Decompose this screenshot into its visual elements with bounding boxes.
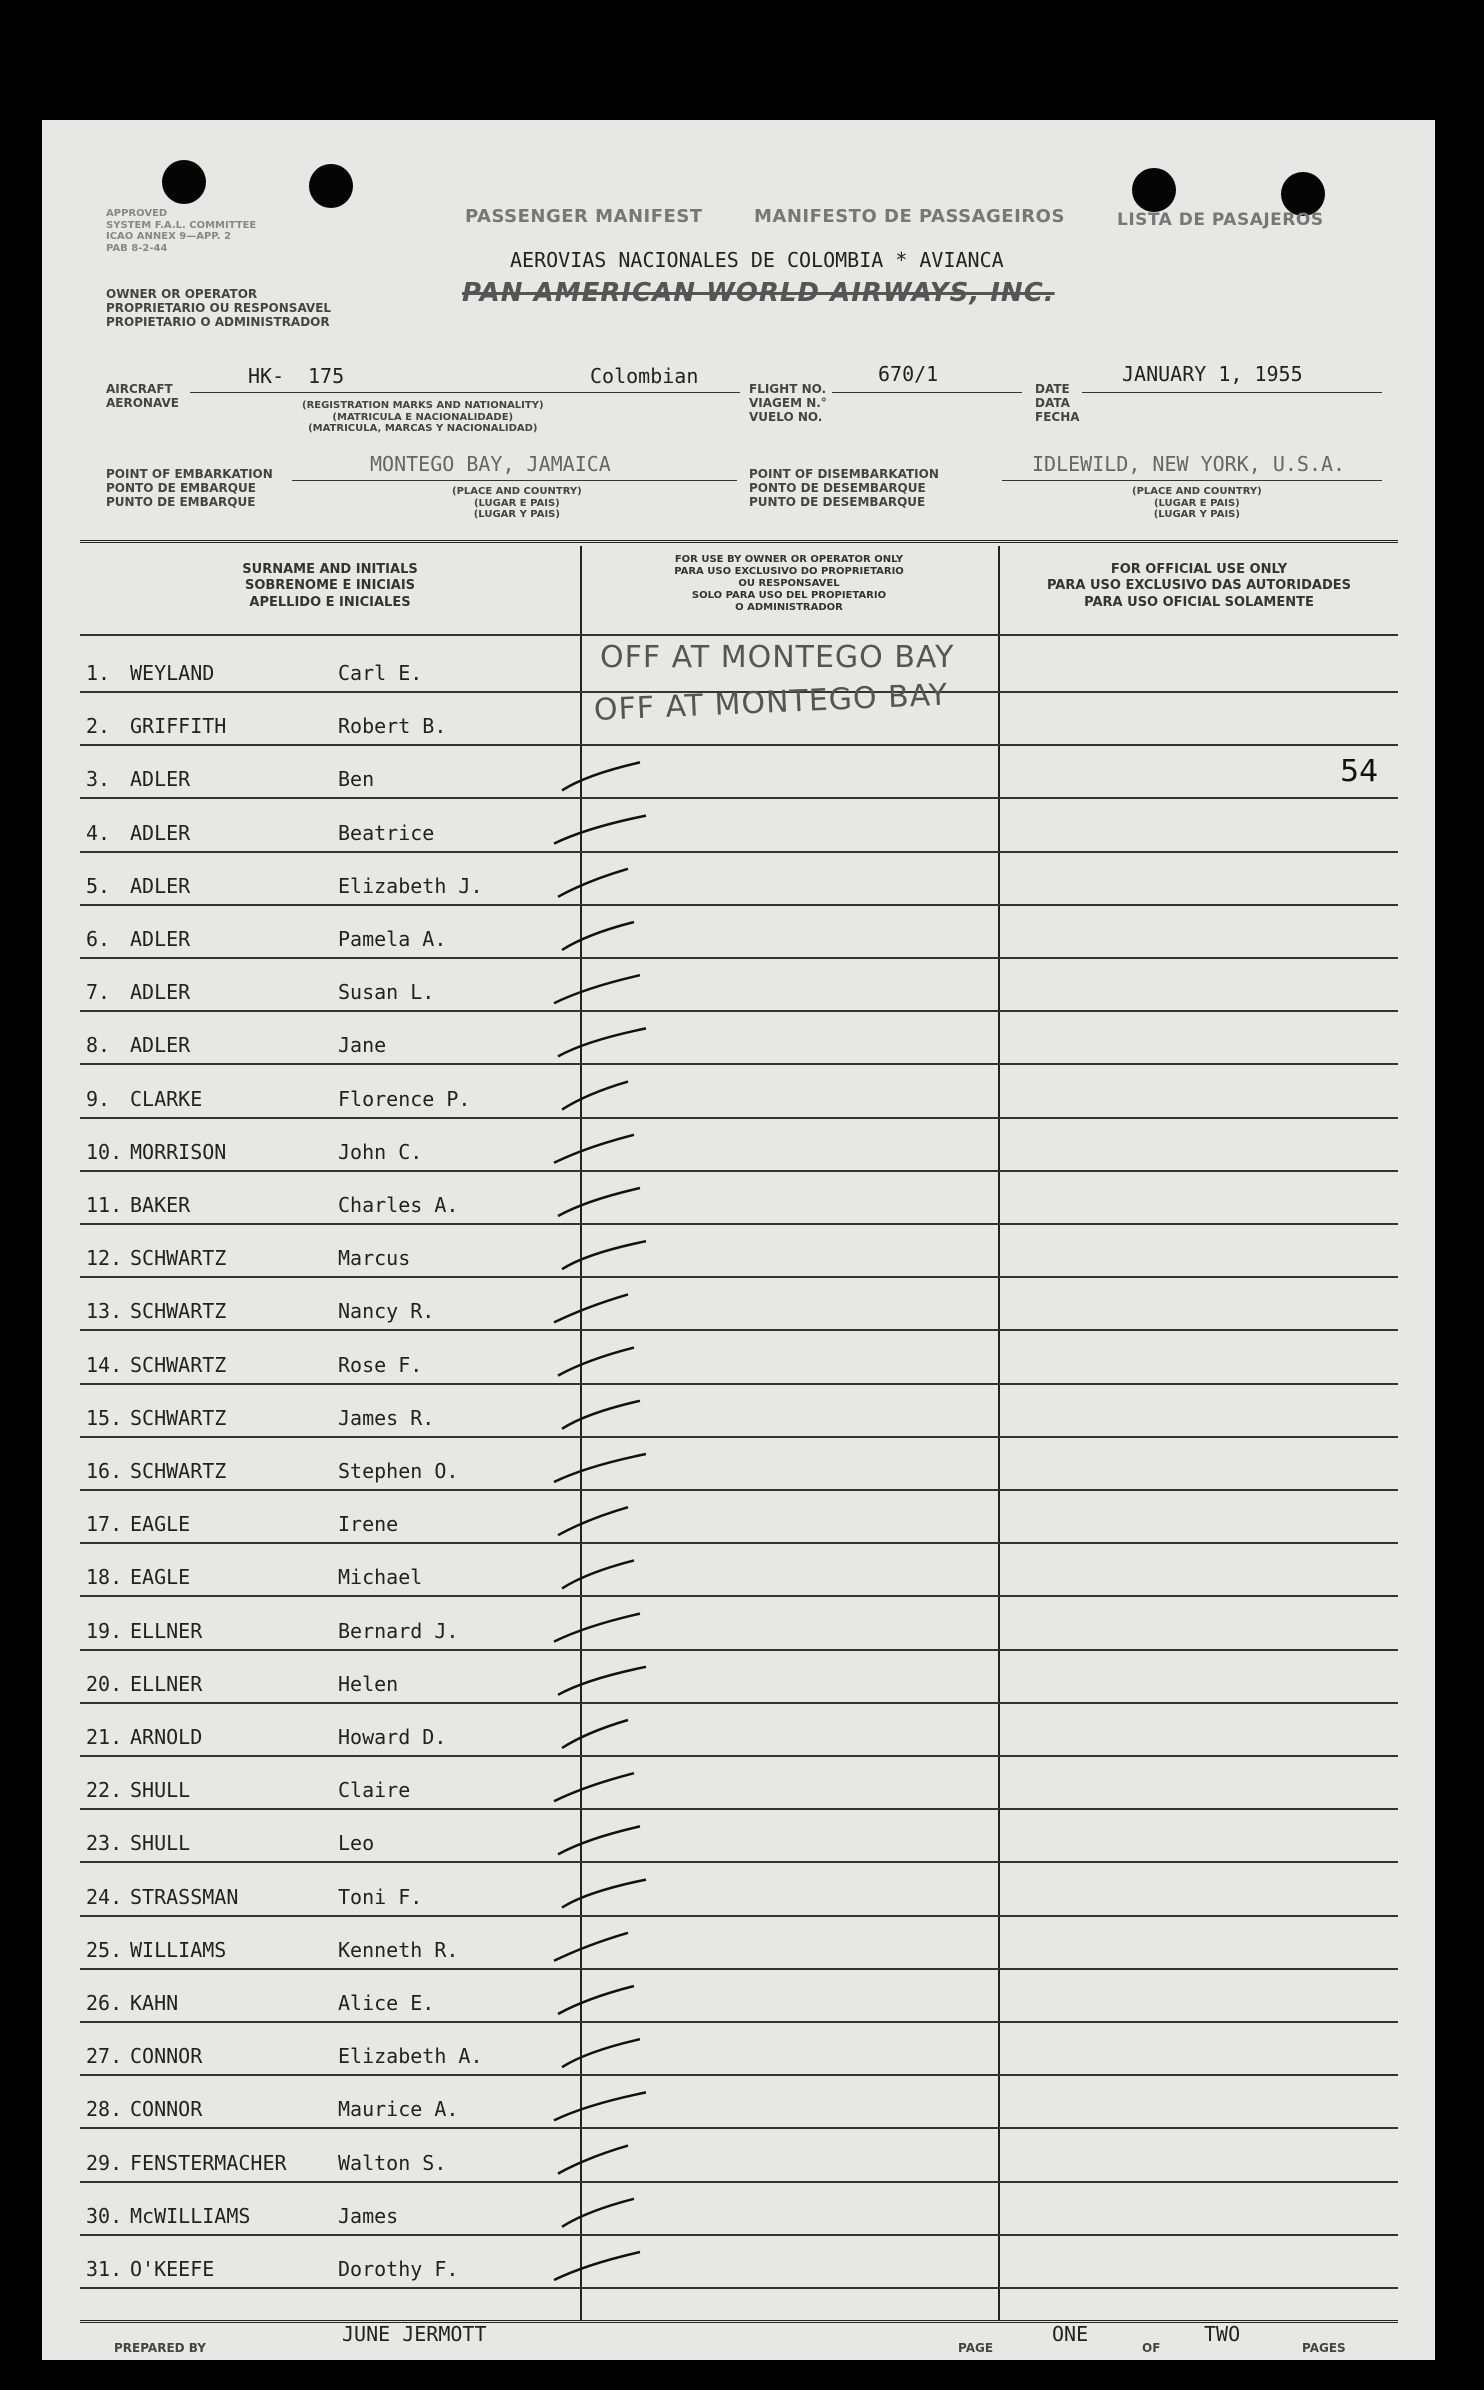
aircraft-number: 175 [308,364,345,388]
check-mark [554,1614,640,1642]
passenger-given-name: Michael [338,1565,423,1590]
check-mark [562,1241,646,1269]
check-mark [558,1188,640,1216]
row-number: 27. [86,2044,123,2069]
check-mark [558,1826,640,1854]
check-mark [562,922,634,950]
operator-label-line: OWNER OR OPERATOR [106,287,258,301]
row-number: 7. [86,980,111,1005]
stamp-off-at-montego-bay: OFF AT MONTEGO BAY [600,640,955,675]
passenger-given-name: Dorothy F. [338,2257,459,2281]
stamp-off-at-montego-bay: OFF AT MONTEGO BAY [593,677,949,728]
embark-value: MONTEGO BAY, JAMAICA [370,452,611,476]
operator-label-line: PROPRIETARIO OU RESPONSAVEL [106,300,332,315]
row-number: 3. [86,767,111,792]
official-mark: 54 [1340,754,1379,789]
check-mark [562,2199,634,2227]
passenger-surname: WEYLAND [130,661,215,685]
disembark-value: IDLEWILD, NEW YORK, U.S.A. [1032,452,1346,476]
embark-sub-line: (LUGAR Y PAIS) [473,509,560,520]
check-mark [562,762,640,790]
title-pt: MANIFESTO DE PASSAGEIROS [754,206,1065,227]
column-header-line: SURNAME AND INITIALS [242,562,418,577]
passenger-given-name: Nancy R. [338,1299,435,1324]
title-es: LISTA DE PASAJEROS [1117,210,1324,230]
passenger-surname: ADLER [130,767,191,792]
row-number: 15. [86,1405,123,1430]
check-mark [558,1348,634,1376]
row-number: 17. [86,1512,123,1537]
row-number: 8. [86,1033,111,1058]
aircraft-label-line: AERONAVE [106,395,179,410]
passenger-surname: ELLNER [130,1671,203,1696]
row-number: 9. [86,1086,111,1111]
passenger-surname: ADLER [130,820,191,845]
disembark-label-line: PUNTO DE DESEMBARQUE [749,494,926,509]
passenger-surname: WILLIAMS [130,1937,227,1962]
of-value: TWO [1204,2322,1241,2346]
passenger-surname: ARNOLD [130,1725,203,1749]
prepared-value: JUNE JERMOTT [342,2322,487,2346]
passenger-given-name: James [338,2203,399,2228]
approval-line: SYSTEM F.A.L. COMMITTEE [106,219,257,231]
disembark-label-line: PONTO DE DESEMBARQUE [749,480,926,495]
check-mark [554,975,640,1003]
check-mark [554,816,646,844]
passenger-given-name: Marcus [338,1246,411,1271]
passenger-given-name: Ben [338,767,375,792]
passenger-given-name: Walton S. [338,2150,447,2175]
passenger-given-name: Florence P. [338,1086,471,1111]
passenger-surname: SCHWARTZ [130,1299,227,1324]
passenger-surname: MORRISON [130,1139,227,1164]
row-number: 11. [86,1193,123,1217]
disembark-label-line: POINT OF DISEMBARKATION [749,467,939,481]
row-number: 13. [86,1299,123,1324]
flight-date: JANUARY 1, 1955 [1122,362,1303,386]
row-number: 12. [86,1246,123,1271]
embark-label-line: PONTO DE EMBARQUE [106,480,256,495]
row-number: 4. [86,820,111,845]
approval-line: APPROVED [106,208,168,219]
row-number: 16. [86,1459,123,1483]
disembark-sub-line: (LUGAR E PAIS) [1153,497,1240,509]
passenger-given-name: John C. [338,1139,423,1164]
check-mark [558,1028,646,1056]
passenger-given-name: Pamela A. [338,927,447,951]
operator-typed: AEROVIAS NACIONALES DE COLOMBIA * AVIANCA [510,248,1004,272]
passenger-surname: STRASSMAN [130,1884,239,1909]
passenger-given-name: Howard D. [338,1725,447,1749]
passenger-given-name: Alice E. [338,1991,435,2015]
passenger-given-name: Stephen O. [338,1459,459,1483]
row-number: 2. [86,714,111,739]
check-marks [42,120,1435,2360]
page-value: ONE [1052,2322,1089,2346]
row-number: 18. [86,1565,123,1590]
pages-label: PAGES [1302,2341,1346,2355]
row-number: 10. [86,1139,123,1164]
passenger-surname: O'KEEFE [130,2257,215,2281]
row-number: 29. [86,2150,123,2175]
check-mark [554,1135,634,1163]
passenger-given-name: Bernard J. [338,1618,459,1643]
row-number: 5. [86,873,111,898]
row-number: 6. [86,927,111,951]
embark-label-line: POINT OF EMBARKATION [106,467,273,481]
approval-line: ICAO ANNEX 9—APP. 2 [106,231,232,242]
passenger-given-name: Susan L. [338,980,435,1005]
passenger-surname: FENSTERMACHER [130,2150,287,2175]
date-label-line: DATE [1035,382,1070,396]
passenger-given-name: Kenneth R. [338,1937,459,1962]
flight-label-line: VIAGEM N.° [749,395,827,410]
passenger-surname: EAGLE [130,1512,191,1537]
check-mark [554,1454,646,1482]
table-bottom-rule [80,2320,1398,2323]
passenger-given-name: James R. [338,1405,435,1430]
passenger-given-name: Irene [338,1512,399,1537]
passenger-surname: SCHWARTZ [130,1246,227,1271]
passenger-given-name: Beatrice [338,820,435,845]
passenger-given-name: Rose F. [338,1352,423,1377]
passenger-given-name: Maurice A. [338,2097,459,2122]
title-en: PASSENGER MANIFEST [465,206,703,227]
passenger-surname: SHULL [130,1778,191,1803]
column-header-line: PARA USO EXCLUSIVO DAS AUTORIDADES [1046,578,1352,594]
column-header-line: PARA USO EXCLUSIVO DO PROPRIETARIO [674,566,904,577]
flight-label-line: VUELO NO. [749,409,823,424]
embark-label-line: PUNTO DE EMBARQUE [106,494,256,509]
passenger-surname: CONNOR [130,2097,203,2122]
disembark-sub-line: (LUGAR Y PAIS) [1153,509,1240,520]
check-mark [554,1773,634,1801]
check-mark [554,2092,646,2120]
passenger-surname: SCHWARTZ [130,1405,227,1430]
column-header-line: FOR USE BY OWNER OR OPERATOR ONLY [674,554,904,565]
passenger-surname: ADLER [130,873,191,898]
passenger-surname: EAGLE [130,1565,191,1590]
passenger-given-name: Elizabeth J. [338,873,483,898]
check-mark [562,1880,646,1908]
aircraft-sub-line: (REGISTRATION MARKS AND NATIONALITY) [302,400,544,411]
aircraft-sub-line: (MATRICULA E NACIONALIDADE) [332,411,514,423]
passenger-surname: ADLER [130,1033,191,1058]
row-number: 26. [86,1991,123,2015]
check-mark [558,869,628,897]
flight-number: 670/1 [878,362,939,386]
check-mark [558,1986,634,2014]
aircraft-prefix: HK- [248,364,285,388]
column-header-line: O ADMINISTRADOR [735,602,843,613]
check-mark [562,1720,628,1748]
passenger-given-name: Toni F. [338,1884,423,1909]
passenger-surname: ADLER [130,980,191,1005]
passenger-surname: SCHWARTZ [130,1459,227,1483]
passenger-given-name: Helen [338,1671,399,1696]
date-label-line: FECHA [1035,409,1080,424]
passenger-given-name: Charles A. [338,1193,459,1217]
row-number: 21. [86,1725,123,1749]
passenger-surname: SHULL [130,1831,191,1856]
passenger-given-name: Jane [338,1033,387,1058]
passenger-given-name: Claire [338,1778,411,1803]
row-number: 20. [86,1671,123,1696]
of-label: OF [1142,2341,1161,2355]
row-number: 14. [86,1352,123,1377]
check-mark [562,1082,628,1110]
manifest-sheet [42,120,1435,2360]
check-mark [554,1294,628,1322]
disembark-sub-line: (PLACE AND COUNTRY) [1132,486,1262,497]
check-mark [562,1401,640,1429]
check-mark [558,2146,628,2174]
check-mark [558,1507,628,1535]
column-header-line: SOBRENOME E INICIAIS [244,578,416,594]
column-header-line: APELLIDO E INICIALES [249,594,411,610]
approval-line: PAB 8-2-44 [106,242,168,254]
passenger-surname: ELLNER [130,1618,203,1643]
passenger-surname: GRIFFITH [130,714,227,739]
embark-sub-line: (PLACE AND COUNTRY) [452,486,582,497]
row-number: 23. [86,1831,123,1856]
passenger-given-name: Carl E. [338,661,423,685]
column-header-line: PARA USO OFICIAL SOLAMENTE [1084,594,1314,610]
row-number: 25. [86,1937,123,1962]
embark-sub-line: (LUGAR E PAIS) [473,497,560,509]
row-number: 31. [86,2257,123,2281]
check-mark [558,1667,646,1695]
passenger-given-name: Robert B. [338,714,447,739]
row-number: 22. [86,1778,123,1803]
passenger-surname: CONNOR [130,2044,203,2069]
row-number: 28. [86,2097,123,2122]
row-number: 24. [86,1884,123,1909]
check-mark [554,1933,628,1961]
flight-label-line: FLIGHT NO. [749,382,827,396]
aircraft-nationality: Colombian [590,364,699,388]
check-mark [554,2252,640,2280]
aircraft-label-line: AIRCRAFT [106,382,173,396]
passenger-surname: ADLER [130,927,191,951]
passenger-surname: McWILLIAMS [130,2203,251,2228]
column-header-line: FOR OFFICIAL USE ONLY [1110,562,1288,577]
column-header-line: SOLO PARA USO DEL PROPIETARIO [691,590,887,601]
row-number: 19. [86,1618,123,1643]
row-number: 1. [86,661,111,685]
check-mark [562,2039,640,2067]
row-number: 30. [86,2203,123,2228]
passenger-surname: KAHN [130,1991,179,2015]
check-mark [562,1560,634,1588]
column-header-line: OU RESPONSAVEL [738,578,840,589]
passenger-surname: SCHWARTZ [130,1352,227,1377]
operator-struck: PAN AMERICAN WORLD AIRWAYS, INC. [462,278,1055,308]
prepared-label: PREPARED BY [114,2341,206,2355]
passenger-surname: CLARKE [130,1086,203,1111]
operator-label-line: PROPIETARIO O ADMINISTRADOR [106,314,330,329]
aircraft-sub-line: (MATRICULA, MARCAS Y NACIONALIDAD) [308,423,538,434]
passenger-given-name: Elizabeth A. [338,2044,483,2069]
passenger-surname: BAKER [130,1193,191,1217]
passenger-given-name: Leo [338,1831,375,1856]
date-label-line: DATA [1035,395,1070,410]
page-label: PAGE [958,2341,994,2355]
